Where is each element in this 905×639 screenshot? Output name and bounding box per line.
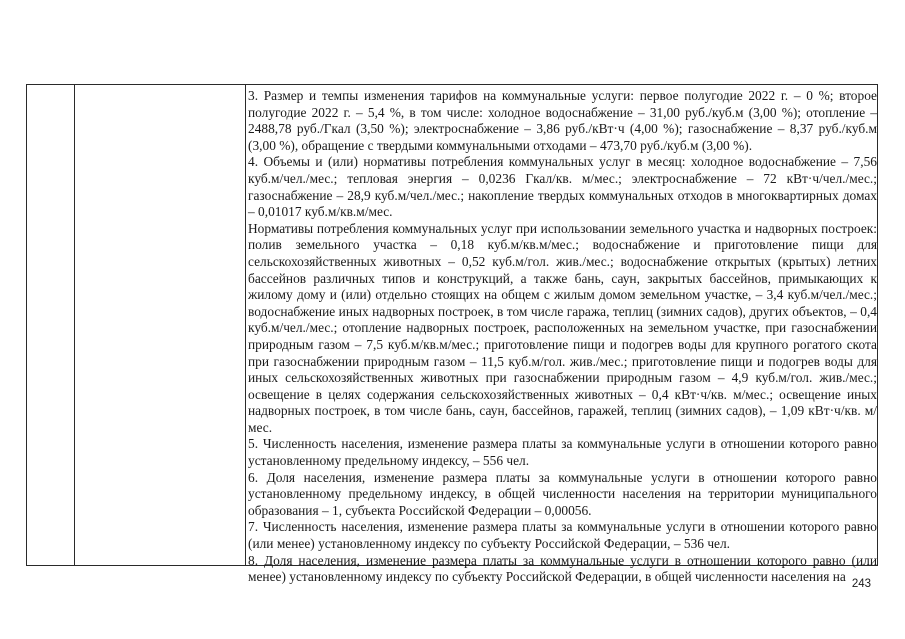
column-divider-1 <box>74 85 75 565</box>
paragraph-population-below-index: 7. Численность населения, изменение размера платы за коммунальные услуги в отношении которого равно (или менее) установленному индексу по субъекту Российской Федерации, – 536 чел. <box>248 519 877 552</box>
paragraph-share-below-index: 8. Доля населения, изменение размера платы за коммунальные услуги в отношении которого равно (или менее) установленному индексу по субъекту Российской Федерации, в общей численности населения на <box>248 552 877 585</box>
column-divider-2 <box>245 85 246 565</box>
paragraph-consumption-volumes: 4. Объемы и (или) нормативы потребления коммунальных услуг в месяц: холодное водоснабжение – 7,56 куб.м/чел./мес.; тепловая энергия – 0,0236 Гкал/кв. м/мес.; электроснабжение – 72 кВт·ч/чел./мес.; газоснабжение – 28,9 куб.м/чел./мес.; накопление твердых коммунальных отходов в многоквартирных домах – 0,01017 куб.м/кв.м/мес. <box>248 154 877 220</box>
content-cell <box>248 88 877 586</box>
page-number: 243 <box>851 578 871 590</box>
paragraph-share-equal-index: 6. Доля населения, изменение размера платы за коммунальные услуги в отношении которого равно установленному предельному индексу, в общей численности населения на территории муниципального образования – 1, субъекта Российской Федерации – 0,00056. <box>248 469 877 518</box>
paragraph-population-equal-index: 5. Численность населения, изменение размера платы за коммунальные услуги в отношении которого равно установленному предельному индексу, – 556 чел. <box>248 436 877 469</box>
paragraph-land-norms: Нормативы потребления коммунальных услуг при использовании земельного участка и надворных построек: полив земельного участка – 0,18 куб.м/кв.м/мес.; водоснабжение и приготовление пищи для сельскохозяйственных животных – 0,52 куб.м/гол. жив./мес.; водоснабжение открытых (крытых) летних бассейнов различных типов и конструкций, а также бань, саун, закрытых бассейнов, примыкающих к жилому дому и (или) отдельно стоящих на общем с жилым домом земельном участке, – 3,4 куб.м/чел./мес.; водоснабжение иных надворных построек, в том числе гаража, теплиц (зимних садов), других объектов, – 0,4 куб.м/чел./мес.; отопление надворных построек, расположенных на земельном участке, при газоснабжении природным газом – 7,5 куб.м/кв.м/мес.; приготовление пищи и подогрев воды для крупного рогатого скота при газоснабжении природным газом – 11,5 куб.м/гол. жив./мес.; приготовление пищи и подогрев воды для иных сельскохозяйственных животных при газоснабжении природным газом – 4,9 куб.м/гол. жив./мес.; освещение в целях содержания сельскохозяйственных животных – 0,4 кВт·ч/кв. м/мес.; освещение иных надворных построек, в том числе бань, саун, бассейнов, гаражей, теплиц (зимних садов), – 1,09 кВт·ч/кв. м/мес. <box>248 220 877 435</box>
paragraph-tariffs: 3. Размер и темпы изменения тарифов на коммунальные услуги: первое полугодие 2022 г. – 0 %; второе полугодие 2022 г. – 5,4 %, в том числе: холодное водоснабжение – 31,00 руб./куб.м (3,00 %); отопление – 2488,78 руб./Гкал (3,50 %); электроснабжение – 3,86 руб./кВт·ч (4,00 %); газоснабжение – 8,37 руб./куб.м (3,00 %), обращение с твердыми коммунальными отходами – 473,70 руб./куб.м (3,00 %). <box>248 88 877 153</box>
